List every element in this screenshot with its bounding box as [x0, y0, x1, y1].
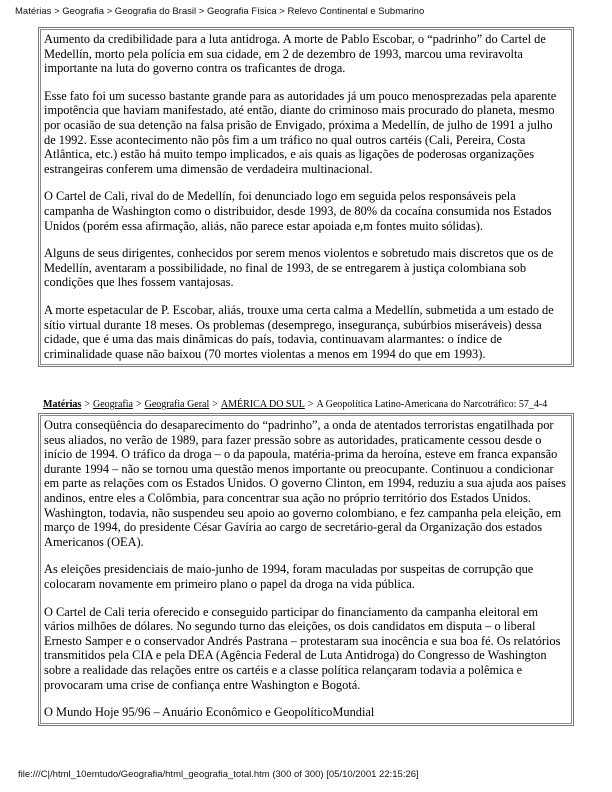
breadcrumb-link-geografia[interactable]: Geografia: [92, 399, 133, 410]
breadcrumb-current-page: A Geopolítica Latino-Americana do Narcotráfico: 57_4-4: [316, 399, 548, 410]
paragraph: O Mundo Hoje 95/96 – Anuário Econômico e GeopolíticoMundial: [44, 705, 375, 720]
paragraph: Esse fato foi um sucesso bastante grande para as autoridades já um pouco menosprezadas pela aparente impotência que haviam manifestado, até então, diante do criminoso mais procurado do planeta, mesmo por ocasião de sua detenção na falsa prisão de Envigado, próxima a Medellín, de julho de 1991 a julho de 1992. Esse acontecimento não pôs fim a um tráfico no qual outros cartéis (Cali, Pereira, Costa Atlântica, etc.) estão há muito tempo implicados, e ais quais as ligações de poderosas organizações estrangeiras conferem uma dimensão de verdadeira multinacional.: [44, 88, 557, 176]
article-block-1: [38, 27, 574, 367]
paragraph: O Cartel de Cali teria oferecido e conseguido participar do financiamento da campanha eleitoral em vários milhões de dólares. No segundo turno das eleições, os dois candidatos em disputa – o liberal Ernesto Samper e o conservador Andrés Pastrana – protestaram sua inocência e sua boa fé. Os relatórios transmitidos pela CIA e pela DEA (Agência Federal de Luta Antidroga) do Congresso de Washington sobre a realidade das relações entre os cartéis e a classe política relançaram todavia a polêmica e provocaram uma crise de confiança entre Washington e Bogotá.: [44, 604, 561, 692]
article-block-2-cell: [40, 415, 572, 724]
breadcrumb-separator: >: [212, 399, 218, 410]
paragraph: O Cartel de Cali, rival do de Medellín, foi denunciado logo em seguida pelos responsáveis pela campanha de Washington como o distribuidor, desde 1993, de 80% da cocaína consumida nos Estados Unidos (porém essa afirmação, aliás, não parece estar apoiada e,m fontes muito sólidas).: [44, 189, 552, 233]
paragraph: As eleições presidenciais de maio-junho de 1994, foram maculadas por suspeitas de corrupção que colocaram novamente em primeiro plano o papel da droga na vida pública.: [44, 562, 534, 591]
page-header-title: Matérias > Geografia > Geografia do Brasil > Geografia Física > Relevo Continental e Submarino: [15, 6, 425, 17]
breadcrumb: [43, 399, 583, 410]
breadcrumb-link-geografia-geral[interactable]: Geografia Geral: [144, 399, 210, 410]
breadcrumb-link-america-do-sul[interactable]: AMÉRICA DO SUL: [220, 399, 305, 410]
breadcrumb-separator: >: [307, 399, 314, 410]
paragraph: Alguns de seus dirigentes, conhecidos por serem menos violentos e sobretudo mais discretos que os de Medellín, aventaram a possibilidade, no final de 1993, de se entregarem à justiça colombiana sob condições que lhes fossem vantajosas.: [44, 246, 554, 290]
paragraph: Outra conseqüência do desaparecimento do “padrinho”, a onda de atentados terroristas engatilhada por seus aliados, no verão de 1989, para fazer pressão sobre as autoridades, praticamente cessou desde o início de 1994. O tráfico da droga – o da papoula, matéria-prima da heroína, esteve em franca expansão durante 1994 – não se tornou uma questão menos importante ou preocupante. Continuou a condicionar em parte as relações com os Estados Unidos. O governo Clinton, em 1994, reduziu a sua ajuda aos países andinos, entre eles a Colômbia, para concentrar sua ação no próprio território dos Estados Unidos. Washington, todavia, não suspendeu seu apoio ao governo colombiano, e fez campanha pela eleição, em março de 1994, do presidente César Gavíria ao cargo de secretário-geral da Organização dos estados Americanos (OEA).: [44, 418, 566, 549]
breadcrumb-link-materias[interactable]: Matérias: [43, 399, 82, 410]
article-block-1-cell: [40, 29, 572, 365]
breadcrumb-separator: >: [84, 399, 90, 410]
paragraph: Aumento da credibilidade para a luta antidroga. A morte de Pablo Escobar, o “padrinho” do Cartel de Medellín, morto pela polícia em sua cidade, em 2 de dezembro de 1993, marcou uma reviravolta importante na luta do governo contra os traficantes de droga.: [44, 32, 546, 76]
paragraph: A morte espetacular de P. Escobar, aliás, trouxe uma certa calma a Medellín, submetida a um estado de sítio virtual durante 18 meses. Os problemas (desemprego, insegurança, subúrbios miseráveis) dessa cidade, que é uma das mais dinâmicas do país, todavia, continuavam alarmantes: o índice de criminalidade quase não baixou (70 mortes violentas a menos em 1994 do que em 1993).: [44, 302, 554, 361]
article-block-2: [38, 413, 574, 726]
page-footer-url: file:///C|/html_10emtudo/Geografia/html_geografia_total.htm (300 of 300) [05/10/2001 22:15:26]: [18, 769, 419, 780]
breadcrumb-separator: >: [135, 399, 142, 410]
